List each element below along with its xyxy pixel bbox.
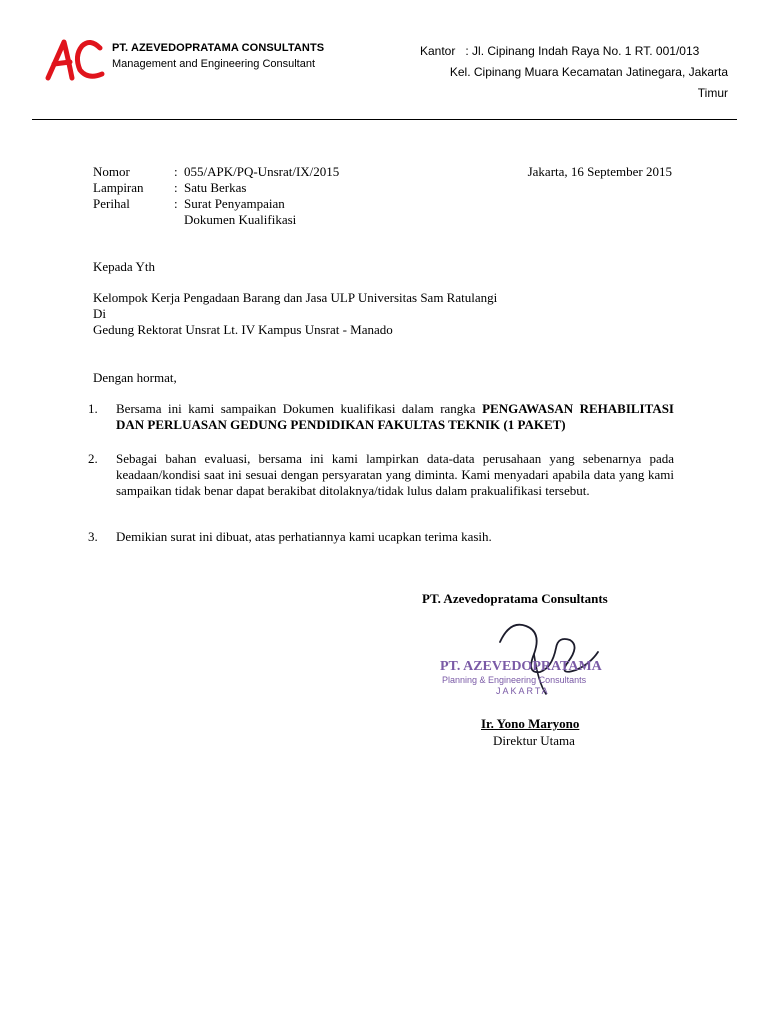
company-name: PT. AZEVEDOPRATAMA CONSULTANTS xyxy=(112,42,325,54)
office-label: Kantor xyxy=(420,44,456,58)
lampiran-label: Lampiran xyxy=(93,180,144,195)
perihal-value-2: Dokumen Kualifikasi xyxy=(184,212,297,227)
company-tagline: Management and Engineering Consultant xyxy=(112,58,316,70)
recipient-line-2: Di xyxy=(93,306,106,321)
list-item-2: Sebagai bahan evaluasi, bersama ini kami lampirkan data-data perusahaan yang sebenarnya pada keadaan/kondisi saat ini sesuai dengan persyaratan yang diminta. Kami menyadari apabila data yang kami sampaikan tidak benar dapat berakibat ditolaknya/tidak lulus dalam prakualifikasi tersebut. xyxy=(116,451,674,498)
recipient-salutation: Kepada Yth xyxy=(93,259,155,274)
greeting: Dengan hormat, xyxy=(93,370,177,385)
lampiran-colon: : xyxy=(174,180,178,195)
list-item-2-number: 2. xyxy=(88,451,98,466)
office-address-line-2: Kel. Cipinang Muara Kecamatan Jatinegara, Jakarta xyxy=(449,65,728,79)
list-item-3: Demikian surat ini dibuat, atas perhatiannya kami ucapkan terima kasih. xyxy=(116,529,492,544)
nomor-value: 055/APK/PQ-Unsrat/IX/2015 xyxy=(184,164,340,179)
recipient-line-3: Gedung Rektorat Unsrat Lt. IV Kampus Unsrat - Manado xyxy=(93,322,393,337)
stamp-line-3: JAKARTA xyxy=(496,686,550,696)
list-item-3-number: 3. xyxy=(88,529,98,544)
perihal-value-1: Surat Penyampaian xyxy=(184,196,285,211)
list-item-1 xyxy=(116,401,674,433)
signatory-name: Ir. Yono Maryono xyxy=(481,716,580,731)
lampiran-value: Satu Berkas xyxy=(184,180,247,195)
stamp-line-2: Planning & Engineering Consultants xyxy=(442,675,587,685)
list-item-1-bold: PENGAWASAN REHABILITASI DAN PERLUASAN GEDUNG PENDIDIKAN FAKULTAS TEKNIK (1 PAKET) xyxy=(116,401,674,432)
stamp-line-1: PT. AZEVEDOPRATAMA xyxy=(440,659,602,674)
signature-stamp xyxy=(430,612,642,732)
nomor-label: Nomor xyxy=(93,164,130,179)
list-item-1-text: Bersama ini kami sampaikan Dokumen kualifikasi dalam rangka xyxy=(116,401,483,416)
perihal-colon: : xyxy=(174,196,178,211)
nomor-colon: : xyxy=(174,164,178,179)
signature-company: PT. Azevedopratama Consultants xyxy=(422,591,608,606)
company-logo xyxy=(42,34,108,84)
office-address-line-3: Timur xyxy=(697,86,728,100)
letter-date: Jakarta, 16 September 2015 xyxy=(527,164,672,179)
perihal-label: Perihal xyxy=(93,196,130,211)
office-address-text: : Jl. Cipinang Indah Raya No. 1 RT. 001/013 xyxy=(465,44,700,58)
office-address-line-1 xyxy=(420,44,699,58)
recipient-line-1: Kelompok Kerja Pengadaan Barang dan Jasa ULP Universitas Sam Ratulangi xyxy=(93,290,498,305)
header-divider xyxy=(32,119,737,120)
list-item-1-number: 1. xyxy=(88,401,98,416)
signatory-title: Direktur Utama xyxy=(493,733,575,748)
